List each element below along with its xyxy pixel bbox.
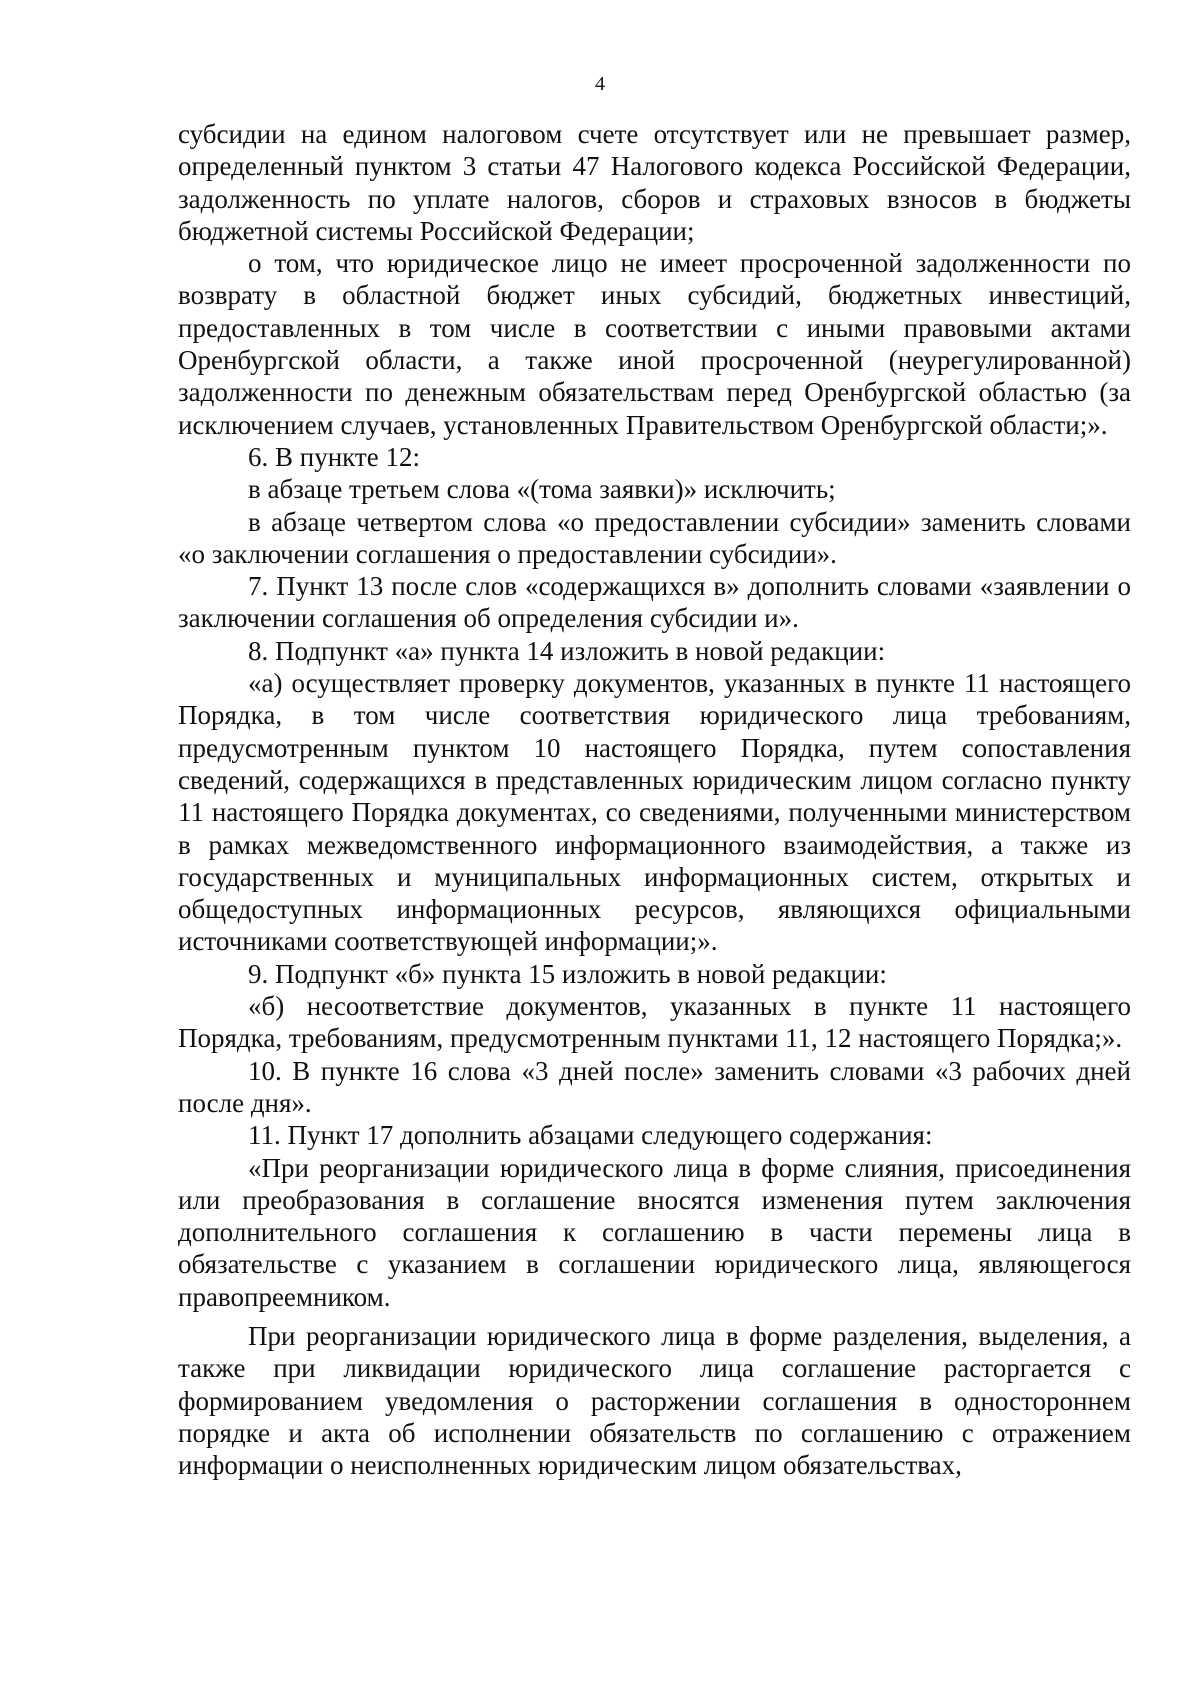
paragraph-continuation: субсидии на едином налоговом счете отсутствует или не превышает размер, определенный пунктом 3 статьи 47 Налогового кодекса Российской Федерации, задолженность по уплате налогов, сборов и страховых взносов в бюджеты бюджетной системы Российской Федерации;	[178, 119, 1131, 246]
paragraph: «а) осуществляет проверку документов, указанных в пункте 11 настоящего Порядка, в том числе соответствия юридического лица требованиям, предусмотренным пунктом 10 настоящего Порядка, путем сопоставления сведений, содержащихся в представленных юридическим лицом согласно пункту 11 настоящего Порядка документах, со сведениями, полученными министерством в рамках межведомственного информационного взаимодействия, а также из государственных и муниципальных информационных систем, открытых и общедоступных информационных ресурсов, являющихся официальными источниками соответствующей информации;».	[178, 668, 1131, 957]
paragraph-item-7: 7. Пункт 13 после слов «содержащихся в» дополнить словами «заявлении о заключении соглашения об определения субсидии и».	[178, 571, 1131, 634]
paragraph-item-11: 11. Пункт 17 дополнить абзацами следующего содержания:	[248, 1120, 933, 1151]
paragraph-item-6: 6. В пункте 12:	[248, 441, 420, 472]
paragraph: «б) несоответствие документов, указанных в пункте 11 настоящего Порядка, требованиям, предусмотренным пунктами 11, 12 настоящего Порядка;».	[178, 991, 1131, 1054]
page-number: 4	[595, 73, 605, 95]
paragraph: При реорганизации юридического лица в форме разделения, выделения, а также при ликвидации юридического лица соглашение расторгается с формированием уведомления о расторжении соглашения в одностороннем порядке и акта об исполнении обязательств по соглашению с отражением информации о неисполненных юридическим лицом обязательствах,	[178, 1320, 1131, 1481]
paragraph: о том, что юридическое лицо не имеет просроченной задолженности по возврату в областной бюджет иных субсидий, бюджетных инвестиций, предоставленных в том числе в соответствии с иными правовыми актами Оренбургской области, а также иной просроченной (неурегулированной) задолженности по денежным обязательствам перед Оренбургской областью (за исключением случаев, установленных Правительством Оренбургской области;».	[178, 248, 1131, 440]
document-body	[178, 118, 1131, 1481]
paragraph: в абзаце третьем слова «(тома заявки)» исключить;	[248, 474, 836, 505]
paragraph-item-10: 10. В пункте 16 слова «3 дней после» заменить словами «3 рабочих дней после дня».	[178, 1055, 1131, 1118]
paragraph: в абзаце четвертом слова «о предоставлении субсидии» заменить словами «о заключении соглашения о предоставлении субсидии».	[178, 506, 1131, 569]
paragraph-item-9: 9. Подпункт «б» пункта 15 изложить в новой редакции:	[248, 958, 887, 989]
paragraph: «При реорганизации юридического лица в форме слияния, присоединения или преобразования в соглашение вносятся изменения путем заключения дополнительного соглашения к соглашению в части перемены лица в обязательстве с указанием в соглашении юридического лица, являющегося правопреемником.	[178, 1152, 1131, 1312]
paragraph-item-8: 8. Подпункт «а» пункта 14 изложить в новой редакции:	[248, 635, 886, 666]
